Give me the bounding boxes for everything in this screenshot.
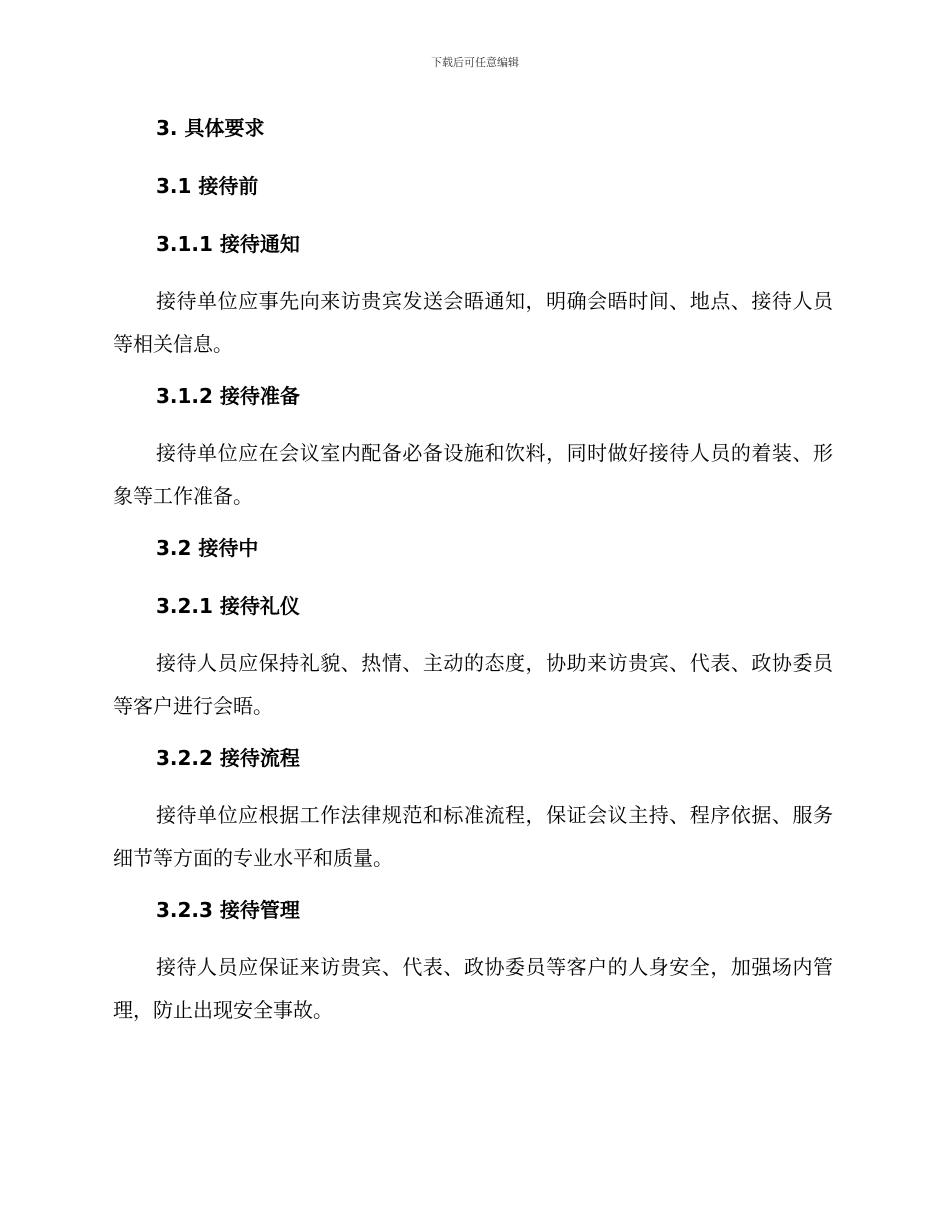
heading-section-3-1-2: 3.1.2 接待准备 [156,384,300,408]
paragraph-etiquette: 接待人员应保持礼貌、热情、主动的态度，协助来访贵宾、代表、政协委员等客户进行会晤。 [113,651,833,718]
heading-section-3-2-2: 3.2.2 接待流程 [156,746,300,770]
document-body [113,112,833,1046]
heading-section-3: 3. 具体要求 [156,116,265,140]
paragraph-process: 接待单位应根据工作法律规范和标准流程，保证会议主持、程序依据、服务细节等方面的专业水平和质量。 [113,803,833,870]
paragraph-management: 接待人员应保证来访贵宾、代表、政协委员等客户的人身安全，加强场内管理，防止出现安全事故。 [113,955,833,1022]
page-header-note: 下载后可任意编辑 [431,56,519,69]
heading-section-3-2: 3.2 接待中 [156,536,259,560]
heading-section-3-2-3: 3.2.3 接待管理 [156,898,300,922]
paragraph-notification: 接待单位应事先向来访贵宾发送会晤通知，明确会晤时间、地点、接待人员等相关信息。 [113,289,833,356]
heading-section-3-2-1: 3.2.1 接待礼仪 [156,594,300,618]
heading-section-3-1-1: 3.1.1 接待通知 [156,232,300,256]
paragraph-preparation: 接待单位应在会议室内配备必备设施和饮料，同时做好接待人员的着装、形象等工作准备。 [113,441,833,508]
heading-section-3-1: 3.1 接待前 [156,174,259,198]
